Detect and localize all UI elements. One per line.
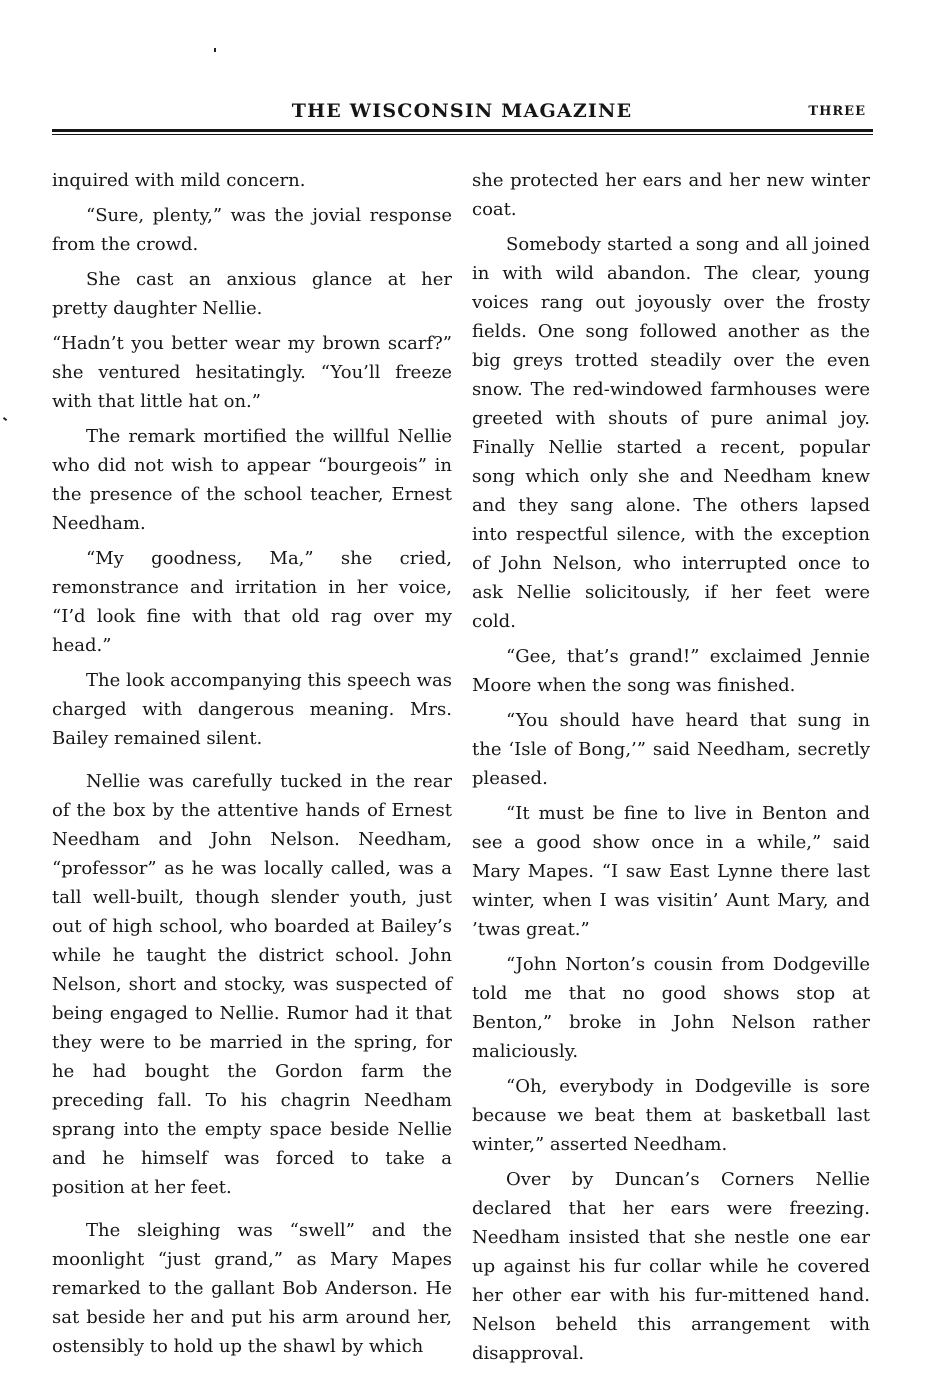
paragraph: The sleighing was “swell” and the moonlight “just grand,” as Mary Mapes remarked to the gallant Bob Anderson. He sat beside her and put his arm around her, ostensibly to hold up the shawl by which [52, 1220, 452, 1357]
print-speck-margin [3, 417, 7, 421]
paragraph: “It must be fine to live in Benton and see a good show once in a while,” said Mary Mapes. “I saw East Lynne there last winter, when I was visitin’ Aunt Mary, and ’twas great.” [472, 803, 870, 940]
paragraph: “You should have heard that sung in the ‘Isle of Bong,’” said Needham, secretly pleased. [472, 710, 870, 789]
paragraph: “Gee, that’s grand!” exclaimed Jennie Moore when the song was finished. [472, 646, 870, 696]
paragraph: “John Norton’s cousin from Dodgeville told me that no good shows stop at Benton,” broke in John Nelson rather maliciously. [472, 954, 870, 1062]
print-speck-top [214, 48, 216, 52]
header-rule-thin [52, 134, 873, 135]
paragraph: inquired with mild concern. [52, 170, 306, 191]
paragraph: Over by Duncan’s Corners Nellie declared that her ears were freezing. Needham insisted that she nestle one ear up against his fur collar while he covered her other ear with his fur-mittened hand. Nelson beheld this arrangement with disapproval. [472, 1169, 870, 1364]
right-column [472, 166, 870, 1374]
paragraph: The remark mortified the willful Nellie who did not wish to appear “bourgeois” in the presence of the school teacher, Ernest Needham. [52, 426, 452, 534]
paragraph: “Hadn’t you better wear my brown scarf?” she ventured hesitatingly. “You’ll freeze with that little hat on.” [52, 333, 452, 412]
running-header [52, 98, 872, 128]
magazine-title: THE WISCONSIN MAGAZINE [291, 100, 633, 122]
paragraph: Nellie was carefully tucked in the rear of the box by the attentive hands of Ernest Needham and John Nelson. Needham, “professor” as he was locally called, was a tall well-built, though slender youth, just out of high school, who boarded at Bailey’s while he taught the district school. John Nelson, short and stocky, was suspected of being engaged to Nellie. Rumor had it that they were to be married in the spring, for he had bought the Gordon farm the preceding fall. To his chagrin Needham sprang into the empty space beside Nellie and he himself was forced to take a position at her feet. [52, 771, 452, 1198]
paragraph: “My goodness, Ma,” she cried, remonstrance and irritation in her voice, “I’d look fine with that old rag over my head.” [52, 548, 452, 656]
left-column [52, 166, 452, 1367]
paragraph: she protected her ears and her new winter coat. [472, 170, 870, 220]
page-number: THREE [808, 104, 866, 119]
paragraph: The look accompanying this speech was charged with dangerous meaning. Mrs. Bailey remained silent. [52, 670, 452, 749]
paragraph: Somebody started a song and all joined in with wild abandon. The clear, young voices rang out joyously over the frosty fields. One song followed another as the big greys trotted steadily over the even snow. The red-windowed farmhouses were greeted with shouts of pure animal joy. Finally Nellie started a recent, popular song which only she and Needham knew and they sang alone. The others lapsed into respectful silence, with the exception of John Nelson, who interrupted once to ask Nellie solicitously, if her feet were cold. [472, 234, 870, 632]
paragraph: She cast an anxious glance at her pretty daughter Nellie. [52, 269, 452, 319]
header-rule-thick [52, 129, 873, 132]
paragraph: “Sure, plenty,” was the jovial response from the crowd. [52, 205, 452, 255]
paragraph: “Oh, everybody in Dodgeville is sore because we beat them at basketball last winter,” asserted Needham. [472, 1076, 870, 1155]
